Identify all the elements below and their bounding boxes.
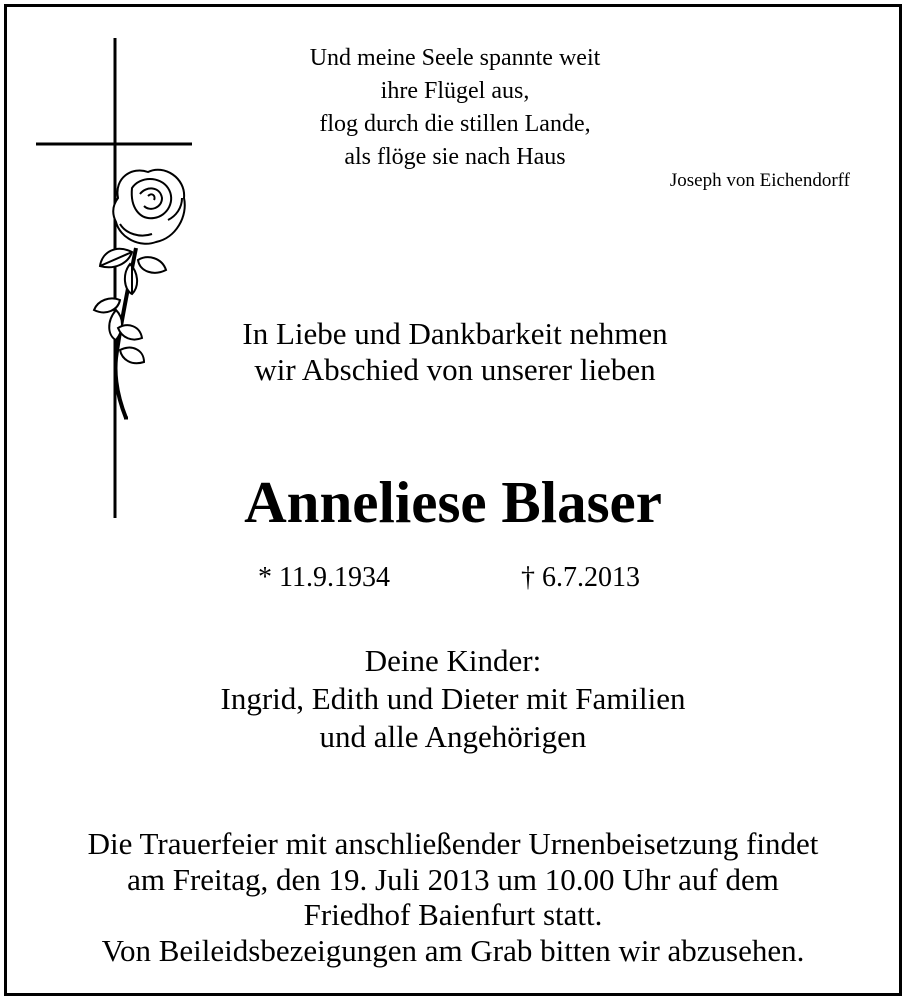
poem-line: flog durch die stillen Lande, [319,111,591,137]
family-line: und alle Angehörigen [319,719,587,754]
family-line: Ingrid, Edith und Dieter mit Familien [220,681,686,716]
poem [230,42,680,174]
poem-line: Und meine Seele spannte weit [309,45,601,71]
poem-line: als flöge sie nach Haus [344,144,566,170]
intro-line: In Liebe und Dankbarkeit nehmen [242,316,668,351]
family-mourners [100,642,806,756]
notice-line: Von Beileidsbezeigungen am Grab bitten wir abzusehen. [101,932,805,968]
poem-line: ihre Flügel aus, [380,78,530,104]
notice-line: Friedhof Baienfurt statt. [303,897,603,932]
funeral-notice [20,826,886,968]
death-date: † 6.7.2013 [521,562,640,593]
intro-line: wir Abschied von unserer lieben [254,352,656,387]
poem-author: Joseph von Eichendorff [669,170,850,191]
intro-text [160,316,750,388]
notice-line: am Freitag, den 19. Juli 2013 um 10.00 Uhr auf dem [127,861,779,897]
notice-line: Die Trauerfeier mit anschließender Urnenbeisetzung findet [87,826,819,861]
family-line: Deine Kinder: [364,643,542,678]
birth-date: * 11.9.1934 [258,562,390,593]
cross-with-rose-icon [36,38,196,520]
deceased-name: Anneliese Blaser [244,469,662,535]
